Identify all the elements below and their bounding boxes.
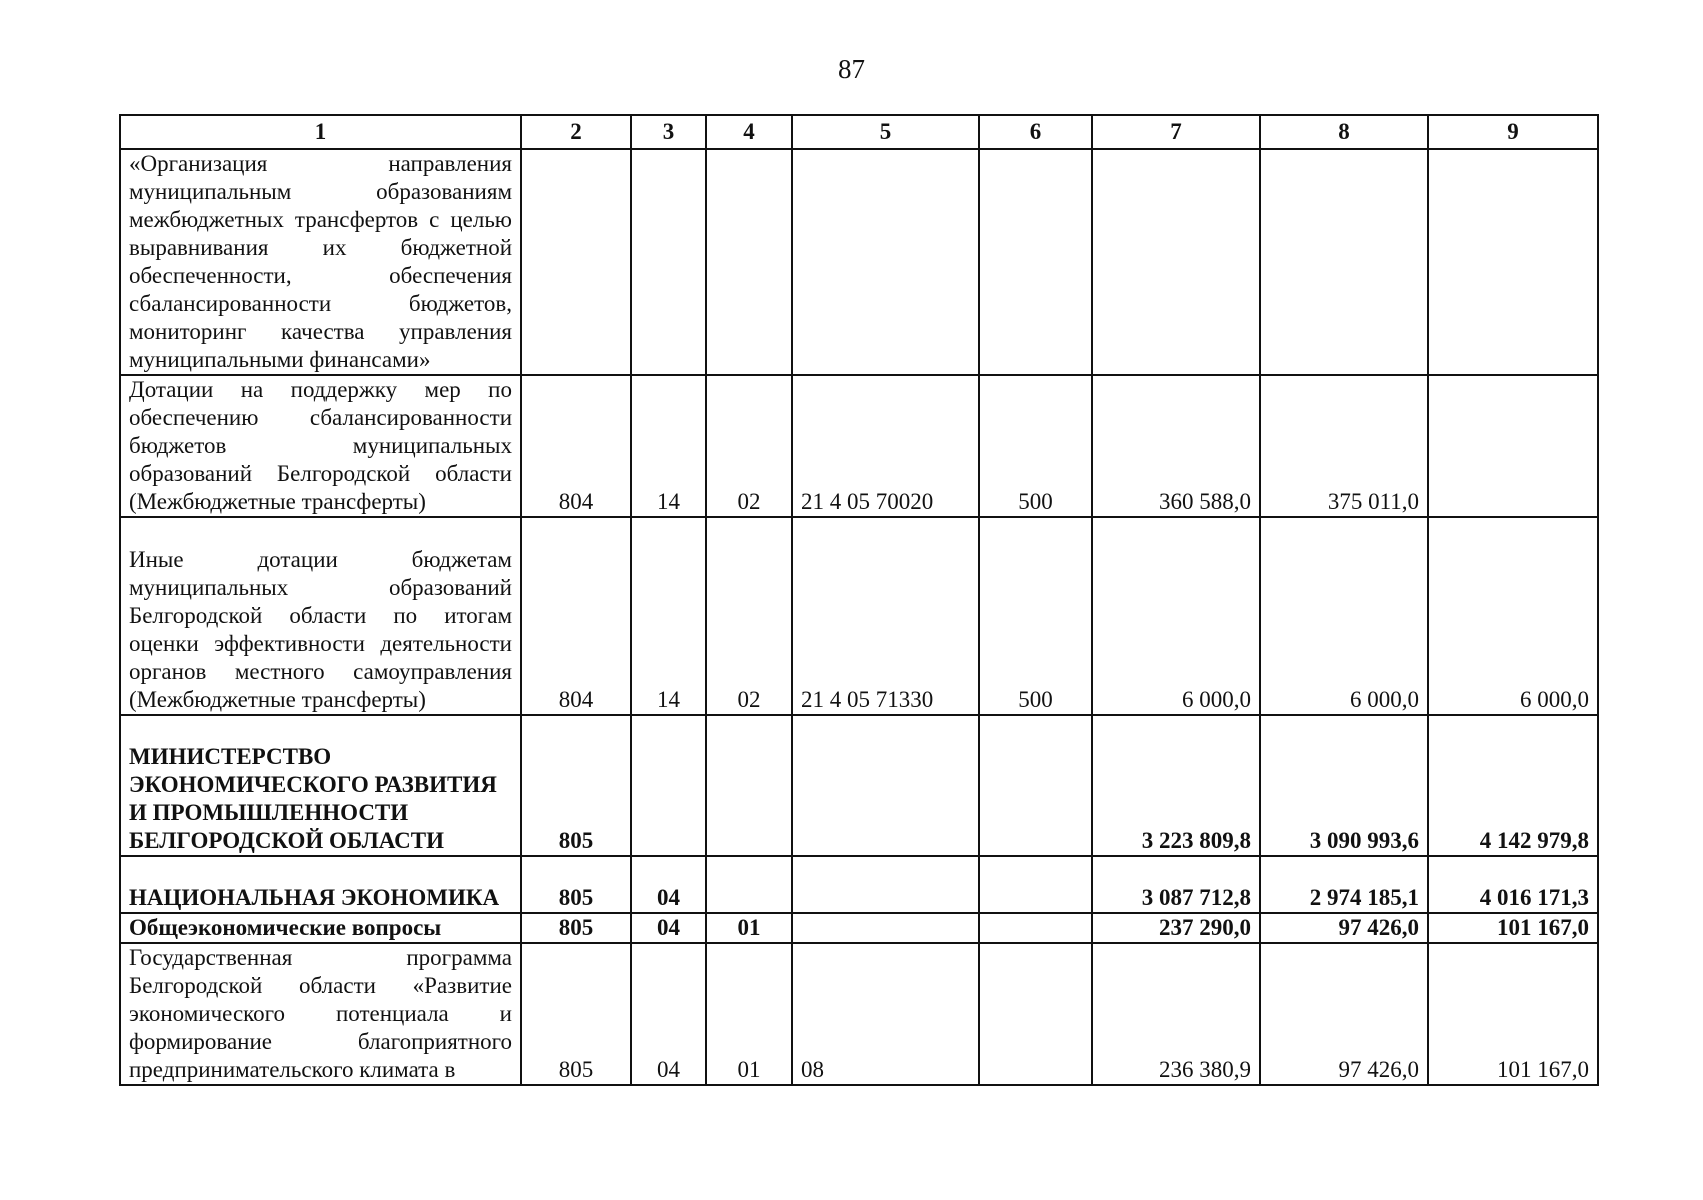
header-row: [120, 115, 1598, 149]
row-name: Дотации на поддержку мер по обеспечению сбалансированности бюджетов муниципальных образований Белгородской области (Межбюджетные трансферты): [120, 375, 521, 517]
cell-col-8: 2 974 185,1: [1260, 856, 1428, 913]
cell-col-6: 500: [979, 375, 1092, 517]
cell-col-4: 01: [706, 913, 792, 943]
cell-col-5: 21 4 05 70020: [792, 375, 979, 517]
cell-col-4: 02: [706, 375, 792, 517]
header-col-7: 7: [1092, 115, 1260, 149]
cell-col-8: 97 426,0: [1260, 913, 1428, 943]
table-row: [120, 715, 1598, 856]
cell-col-7: [1092, 149, 1260, 375]
header-col-2: 2: [521, 115, 631, 149]
row-name: Иные дотации бюджетам муниципальных образований Белгородской области по итогам оценки эффективности деятельности органов местного самоуправления (Межбюджетные трансферты): [120, 517, 521, 715]
cell-col-5: [792, 149, 979, 375]
cell-col-3: 04: [631, 943, 706, 1085]
cell-col-6: [979, 149, 1092, 375]
cell-col-9: 101 167,0: [1428, 943, 1598, 1085]
cell-col-7: 236 380,9: [1092, 943, 1260, 1085]
table-row: [120, 943, 1598, 1085]
cell-col-9: 4 142 979,8: [1428, 715, 1598, 856]
cell-col-7: 360 588,0: [1092, 375, 1260, 517]
cell-col-5: [792, 913, 979, 943]
cell-col-2: 805: [521, 913, 631, 943]
cell-col-9: 6 000,0: [1428, 517, 1598, 715]
cell-col-4: 01: [706, 943, 792, 1085]
row-name: МИНИСТЕРСТВО ЭКОНОМИЧЕСКОГО РАЗВИТИЯ И ПРОМЫШЛЕННОСТИ БЕЛГОРОДСКОЙ ОБЛАСТИ: [120, 715, 521, 856]
table-row: [120, 375, 1598, 517]
row-name: Государственная программа Белгородской области «Развитие экономического потенциала и формирование благоприятного предпринимательского климата в: [120, 943, 521, 1085]
cell-col-5: [792, 856, 979, 913]
cell-col-4: [706, 149, 792, 375]
cell-col-5: [792, 715, 979, 856]
cell-col-8: [1260, 149, 1428, 375]
table-row: [120, 149, 1598, 375]
cell-col-3: 04: [631, 856, 706, 913]
cell-col-4: [706, 856, 792, 913]
cell-col-6: [979, 943, 1092, 1085]
header-col-1: 1: [120, 115, 521, 149]
row-name: Общеэкономические вопросы: [120, 913, 521, 943]
budget-table: [119, 114, 1599, 1086]
header-col-5: 5: [792, 115, 979, 149]
table-row: [120, 913, 1598, 943]
cell-col-6: [979, 856, 1092, 913]
header-col-9: 9: [1428, 115, 1598, 149]
cell-col-5: 21 4 05 71330: [792, 517, 979, 715]
page-number: 87: [838, 54, 865, 84]
cell-col-6: [979, 715, 1092, 856]
cell-col-8: 3 090 993,6: [1260, 715, 1428, 856]
cell-col-2: [521, 149, 631, 375]
cell-col-7: 3 223 809,8: [1092, 715, 1260, 856]
cell-col-7: 237 290,0: [1092, 913, 1260, 943]
cell-col-3: [631, 149, 706, 375]
cell-col-3: 14: [631, 517, 706, 715]
cell-col-3: 04: [631, 913, 706, 943]
cell-col-4: [706, 715, 792, 856]
header-col-4: 4: [706, 115, 792, 149]
cell-col-2: 805: [521, 715, 631, 856]
row-name: НАЦИОНАЛЬНАЯ ЭКОНОМИКА: [120, 856, 521, 913]
cell-col-9: [1428, 375, 1598, 517]
header-col-8: 8: [1260, 115, 1428, 149]
cell-col-3: 14: [631, 375, 706, 517]
header-col-3: 3: [631, 115, 706, 149]
cell-col-9: 101 167,0: [1428, 913, 1598, 943]
cell-col-9: 4 016 171,3: [1428, 856, 1598, 913]
cell-col-2: 804: [521, 375, 631, 517]
cell-col-2: 805: [521, 856, 631, 913]
cell-col-2: 805: [521, 943, 631, 1085]
cell-col-6: 500: [979, 517, 1092, 715]
cell-col-9: [1428, 149, 1598, 375]
table-row: [120, 517, 1598, 715]
table-row: [120, 856, 1598, 913]
cell-col-8: 97 426,0: [1260, 943, 1428, 1085]
cell-col-8: 6 000,0: [1260, 517, 1428, 715]
cell-col-5: 08: [792, 943, 979, 1085]
cell-col-7: 6 000,0: [1092, 517, 1260, 715]
cell-col-7: 3 087 712,8: [1092, 856, 1260, 913]
cell-col-4: 02: [706, 517, 792, 715]
cell-col-6: [979, 913, 1092, 943]
header-col-6: 6: [979, 115, 1092, 149]
cell-col-2: 804: [521, 517, 631, 715]
cell-col-8: 375 011,0: [1260, 375, 1428, 517]
cell-col-3: [631, 715, 706, 856]
row-name: «Организация направления муниципальным образованиям межбюджетных трансфертов с целью выравнивания их бюджетной обеспеченности, обеспечения сбалансированности бюджетов, мониторинг качества управления муниципальными финансами»: [120, 149, 521, 375]
